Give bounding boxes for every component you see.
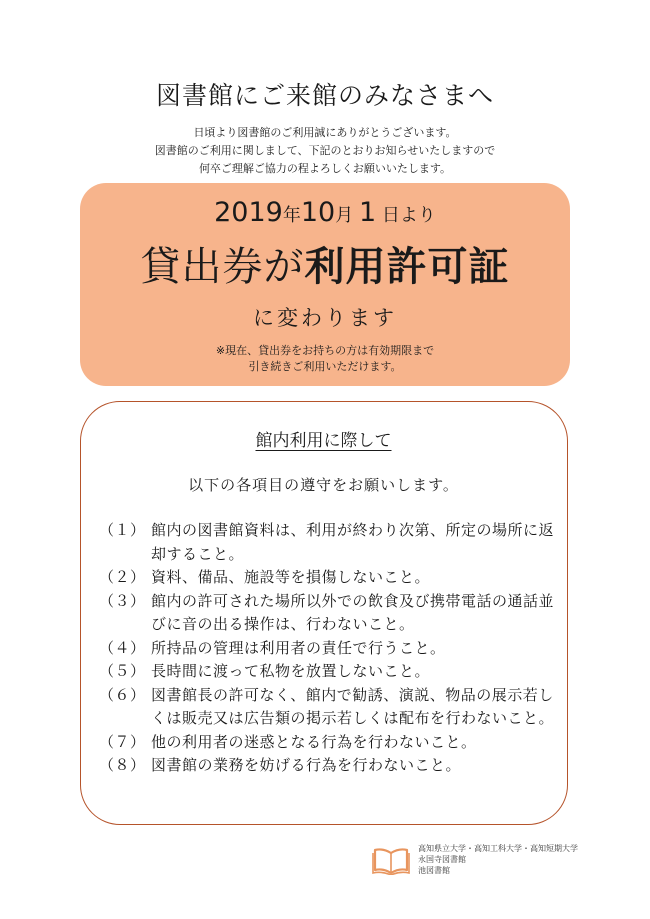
effective-date bbox=[80, 197, 570, 228]
intro-line-3: 何卒ご理解ご協力の程よろしくお願いいたします。 bbox=[198, 162, 452, 175]
rule-number: （１） bbox=[99, 521, 146, 539]
page-title: 図書館にご来館のみなさまへ bbox=[155, 81, 494, 110]
rule-text: 館内の許可された場所以外での飲食及び携帯電話の通話並びに音の出る操作は、行わないこと。 bbox=[151, 591, 555, 633]
banner-changes: に変わります bbox=[253, 306, 397, 330]
date-month-unit: 月 bbox=[335, 205, 354, 226]
note-line-1: ※現在、貸出券をお持ちの方は有効期限まで bbox=[215, 344, 435, 357]
rule-number: （５） bbox=[99, 662, 146, 680]
rule-text: 長時間に渡って私物を放置しないこと。 bbox=[151, 662, 431, 680]
headline-prefix: 貸出券が bbox=[140, 244, 305, 290]
rule-text: 他の利用者の迷惑となる行為を行わないこと。 bbox=[151, 732, 477, 751]
date-year-unit: 年 bbox=[282, 205, 301, 226]
rule-text: 館内の図書館資料は、利用が終わり次第、所定の場所に返却すること。 bbox=[151, 521, 555, 563]
rules-heading-text: 館内利用に際して bbox=[255, 431, 392, 451]
intro-text bbox=[0, 124, 650, 178]
rule-item bbox=[99, 637, 559, 661]
footer-text bbox=[418, 843, 578, 876]
rule-number: （７） bbox=[99, 732, 146, 751]
rule-number: （３） bbox=[99, 591, 146, 610]
headline-strong: 利用許可証 bbox=[304, 244, 510, 290]
rule-text: 図書館の業務を妨げる行為を行わないこと。 bbox=[151, 756, 462, 774]
rule-text: 資料、備品、施設等を損傷しないこと。 bbox=[151, 568, 431, 586]
rule-text: 図書館長の許可なく、館内で勧誘、演説、物品の展示若しくは販売又は広告類の掲示若しくは配布を行わないこと。 bbox=[151, 685, 555, 727]
rules-box bbox=[80, 401, 568, 825]
rule-list bbox=[99, 519, 559, 778]
open-book-icon bbox=[372, 847, 410, 875]
rule-number: （４） bbox=[99, 638, 146, 657]
note-line-2: 引き続きご利用いただけます。 bbox=[248, 360, 402, 373]
rule-number: （８） bbox=[99, 756, 146, 774]
rule-item bbox=[99, 684, 559, 731]
banner-headline bbox=[80, 235, 570, 292]
library-footer bbox=[372, 843, 642, 883]
footer-line-1: 高知県立大学・高知工科大学・高知短期大学 bbox=[418, 844, 578, 853]
rule-item bbox=[99, 519, 559, 566]
announcement-banner bbox=[80, 183, 570, 386]
date-month: 10 bbox=[300, 197, 336, 228]
footer-line-3: 池図書館 bbox=[418, 866, 450, 875]
rule-item bbox=[99, 660, 559, 684]
rule-number: （２） bbox=[99, 568, 146, 586]
date-day-unit: 日より bbox=[381, 205, 436, 226]
footer-line-2: 永国寺図書館 bbox=[418, 855, 466, 864]
rule-item bbox=[99, 754, 559, 778]
date-day: 1 bbox=[358, 197, 377, 228]
banner-note bbox=[80, 343, 570, 375]
rules-lead: 以下の各項目の遵守をお願いします。 bbox=[188, 476, 459, 494]
rule-item bbox=[99, 566, 559, 590]
rule-item bbox=[99, 731, 559, 755]
rule-text: 所持品の管理は利用者の責任で行うこと。 bbox=[151, 638, 446, 657]
intro-line-2: 図書館のご利用に関しまして、下記のとおりお知らせいたしますので bbox=[154, 144, 496, 157]
rule-number: （６） bbox=[99, 685, 146, 704]
rules-heading bbox=[81, 426, 566, 451]
intro-line-1: 日頃より図書館のご利用誠にありがとうございます。 bbox=[193, 126, 457, 139]
rule-item bbox=[99, 590, 559, 637]
date-year: 2019 bbox=[214, 197, 283, 228]
